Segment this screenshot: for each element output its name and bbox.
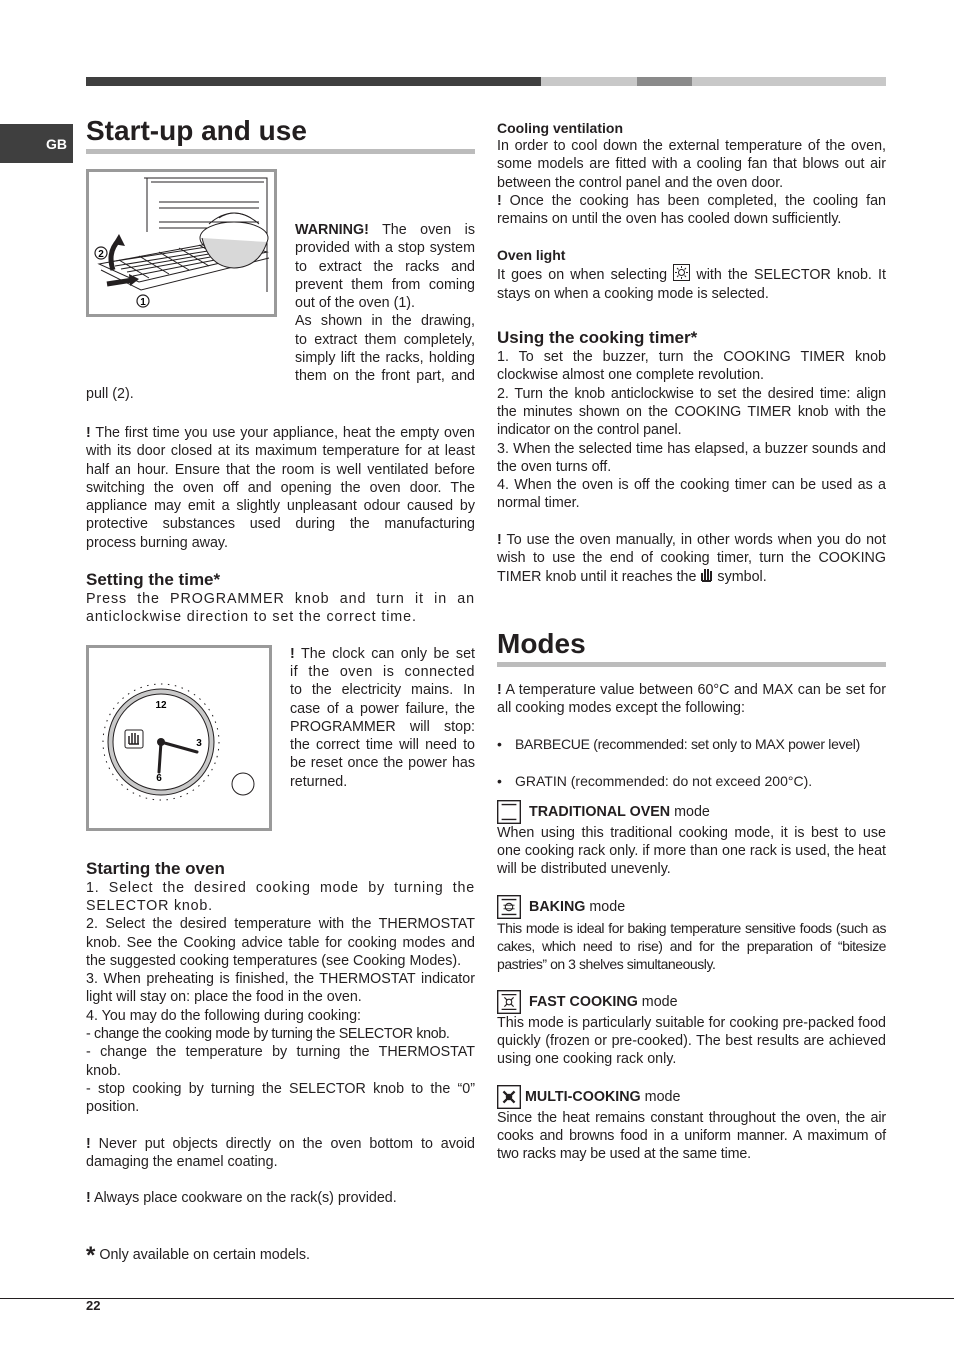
hand-symbol-icon	[125, 730, 143, 748]
starting-oven-heading: Starting the oven	[86, 858, 225, 878]
cooking-timer-heading: Using the cooking timer*	[497, 328, 698, 348]
oven-light-heading: Oven light	[497, 247, 566, 264]
baking-icon	[497, 895, 521, 919]
clock-note-line-0: The clock can only be set	[301, 645, 475, 662]
enamel-note: ! Never put objects directly on the oven bottom to avoid damaging the enamel coating.	[86, 1135, 475, 1170]
setting-time-heading: Setting the time*	[86, 570, 221, 590]
modes-note-text: A temperature value between 60°C and MAX can be set for all cooking modes except the following:	[497, 681, 886, 716]
fast-cooking-icon	[497, 990, 521, 1014]
starting-step-2: 2. Select the desired temperature with the THERMOSTAT knob. See the Cooking advice table for cooking modes and the suggested cooking temperatures (see Cooking Modes).	[86, 916, 475, 969]
mode-name-fast-cooking: FAST COOKING	[529, 993, 638, 1010]
oven-light-text-b: with the SELECTOR knob. It stays on when a cooking mode is selected.	[497, 267, 886, 302]
warning-line-4: out of the oven (1).	[295, 295, 416, 312]
warning-line-5: As shown in the drawing,	[295, 313, 475, 330]
list-item: • BARBECUE (recommended: set only to MAX power level)	[497, 736, 860, 753]
traditional-oven-icon	[497, 800, 521, 824]
mode-suffix: mode	[637, 993, 678, 1010]
first-use-text: The first time you use your appliance, heat the empty oven with its door closed at its maximum temperature for at least half an hour. Ensure that the room is well ventilated before switching the oven off and opening the oven door. The appliance may emit a slightly unpleasant odour caused by protective substances used during the manufacturing process burning away.	[86, 425, 475, 551]
header-bar-mid	[637, 77, 692, 86]
page-number: 22	[86, 1298, 101, 1313]
footnote	[86, 1242, 310, 1269]
clock-note-line-2: to the electricity mains. In	[290, 682, 475, 699]
footnote-star: *	[86, 1242, 96, 1269]
language-tab	[0, 124, 73, 163]
header-bar-light-2	[692, 77, 886, 86]
warning-line-2: to extract the racks and	[295, 258, 475, 275]
footnote-text: Only available on certain models.	[99, 1247, 310, 1263]
mode-text-traditional: When using this traditional cooking mode, it is best to use one cooking rack only. if more than one rack is used, the heat will be distributed unevenly.	[497, 824, 886, 878]
setting-time-text: Press the PROGRAMMER knob and turn it in an anticlockwise direction to set the correct time.	[86, 591, 475, 626]
warning-line-3: prevent them from coming	[295, 276, 475, 293]
first-use-note: ! The first time you use your appliance, heat the empty oven with its door closed at its maximum temperature for at least half an hour. Ensure that the room is well ventilated before switching the oven off and opening the oven door. The appliance may emit a slightly unpleasant odour caused by protective substances used during the manufacturing process burning away.	[86, 425, 475, 551]
timer-step-4: 4. When the oven is off the cooking timer can be used as a normal timer.	[497, 477, 886, 512]
mode-suffix: mode	[585, 898, 626, 915]
mode-name-multi-cooking: MULTI-COOKING	[525, 1088, 641, 1105]
starting-sub-3: - stop cooking by turning the SELECTOR knob to the “0” position.	[86, 1080, 475, 1116]
list-item: • GRATIN (recommended: do not exceed 200°C).	[497, 772, 813, 789]
mode-fast-cooking	[497, 990, 886, 1069]
clock-note-line-7: returned.	[290, 773, 348, 790]
header-bar	[86, 77, 886, 86]
warning-block	[86, 169, 475, 402]
clock-block	[86, 645, 475, 832]
cookware-note-text: Always place cookware on the rack(s) provided.	[93, 1190, 397, 1207]
page-title: Start-up and use	[86, 114, 475, 154]
cooling-text: In order to cool down the external temperature of the oven, some models are fitted with a cooling fan that blows out air between the control panel and the oven door.	[497, 138, 886, 191]
mode-suffix: mode	[640, 1088, 681, 1105]
timer-manual-note: ! To use the oven manually, in other words when you do not wish to use the end of cooking timer, turn the COOKING TIMER knob until it reaches the symbol.	[497, 531, 886, 586]
modes-note: ! A temperature value between 60°C and MAX can be set for all cooking modes except the following:	[497, 681, 886, 716]
mode-name-traditional: TRADITIONAL OVEN	[529, 803, 671, 820]
left-column	[86, 114, 475, 1207]
starting-step-4: 4. You may do the following during cooking:	[86, 1007, 362, 1024]
footer-rule	[0, 1298, 954, 1299]
starting-sub-1: - change the cooking mode by turning the SELECTOR knob.	[86, 1026, 450, 1043]
mode-text-baking: This mode is ideal for baking temperature sensitive foods (such as cakes, which need to rise) and for the preparation of “bitesize pastries” on 3 shelves simultaneously.	[497, 919, 886, 973]
lamp-icon	[673, 264, 690, 281]
starting-step-3: 3. When preheating is finished, the THERMOSTAT indicator light will stay on: place the food in the oven.	[86, 971, 475, 1006]
clock-label-12: 12	[155, 699, 167, 711]
clock-note-line-6: be reset once the power has	[290, 755, 475, 772]
figure-callout-1: 1	[140, 297, 146, 308]
header-bar-dark	[86, 77, 541, 86]
clock-note-line-1: if the oven is connected	[290, 663, 475, 680]
warning-text	[295, 221, 475, 386]
right-column	[497, 114, 886, 1163]
warning-line-7: simply lift the racks, holding	[295, 350, 475, 367]
list-item-text: BARBECUE (recommended: set only to MAX power level)	[515, 736, 860, 753]
mode-text-multi-cooking: Since the heat remains constant throughout the oven, the air cooks and browns food in a uniform manner. A maximum of two racks may be used at the same time.	[497, 1109, 886, 1163]
timer-step-2: 2. Turn the knob anticlockwise to set the desired time: align the minutes shown on the COOKING TIMER knob with the indicator on the control panel.	[497, 385, 886, 439]
rack-extraction-figure	[86, 169, 277, 317]
warning-line-0: The oven is	[382, 222, 475, 238]
cookware-note: ! Always place cookware on the rack(s) provided.	[86, 1190, 397, 1207]
clock-note-line-5: the correct time will need to	[290, 737, 475, 754]
warning-label: WARNING!	[295, 222, 369, 238]
mode-name-baking: BAKING	[529, 898, 586, 915]
mode-traditional	[497, 800, 886, 879]
header-bar-light-1	[541, 77, 637, 86]
warning-line-1: provided with a stop system	[295, 240, 475, 257]
warning-tail: pull (2).	[86, 386, 134, 402]
clock-figure	[86, 645, 272, 831]
timer-note-text-b: symbol.	[717, 569, 767, 586]
mode-suffix: mode	[670, 803, 710, 820]
clock-label-3: 3	[196, 737, 202, 749]
clock-illustration	[89, 648, 269, 828]
language-tab-label: GB	[46, 135, 67, 152]
cooling-heading: Cooling ventilation	[497, 120, 623, 136]
multi-cooking-icon	[497, 1085, 521, 1109]
warning-line-6: to extract them completely,	[295, 331, 475, 348]
starting-step-1: 1. Select the desired cooking mode by turning the SELECTOR knob.	[86, 879, 475, 914]
modes-title: Modes	[497, 627, 886, 667]
timer-note-text-a: To use the oven manually, in other words when you do not wish to use the end of cooking timer, turn the COOKING TIMER knob until it reaches the	[497, 531, 886, 586]
cooling-note-text: Once the cooking has been completed, the cooling fan remains on until the oven has cooled down sufficiently.	[497, 192, 886, 228]
starting-sub-2: - change the temperature by turning the THERMOSTAT knob.	[86, 1044, 475, 1079]
mode-baking	[497, 895, 886, 974]
timer-step-3: 3. When the selected time has elapsed, a buzzer sounds and the oven turns off.	[497, 440, 886, 475]
oven-rack-illustration	[89, 172, 274, 314]
clock-note: ! The clock can only be set if the oven is connected to the electricity mains. In case of a power failure, the PROGRAMMER will stop: the correct time will need to be reset once the power has returned.	[290, 645, 475, 790]
mode-text-fast-cooking: This mode is particularly suitable for cooking pre-packed food quickly (frozen or pre-cooked). The best results are achieved using one cooking rack only.	[497, 1014, 886, 1068]
clock-label-6: 6	[156, 772, 162, 784]
exceptions-list	[497, 735, 886, 790]
warning-line-8: them on the front part, and	[295, 368, 475, 385]
timer-step-1: 1. To set the buzzer, turn the COOKING TIMER knob clockwise almost one complete revolution.	[497, 349, 886, 384]
oven-light-text	[497, 264, 886, 303]
oven-light-text-a: It goes on when selecting	[497, 267, 668, 284]
clock-note-line-4: PROGRAMMER will stop:	[290, 718, 475, 735]
enamel-note-text: Never put objects directly on the oven bottom to avoid damaging the enamel coating.	[86, 1135, 475, 1170]
figure-callout-2: 2	[98, 249, 104, 260]
hand-icon	[700, 567, 713, 582]
list-item-text: GRATIN (recommended: do not exceed 200°C).	[515, 772, 813, 789]
cooling-note: ! Once the cooking has been completed, the cooling fan remains on until the oven has cooled down sufficiently.	[497, 192, 886, 228]
clock-note-line-3: case of a power failure, the	[290, 700, 475, 717]
mode-multi-cooking	[497, 1085, 886, 1164]
